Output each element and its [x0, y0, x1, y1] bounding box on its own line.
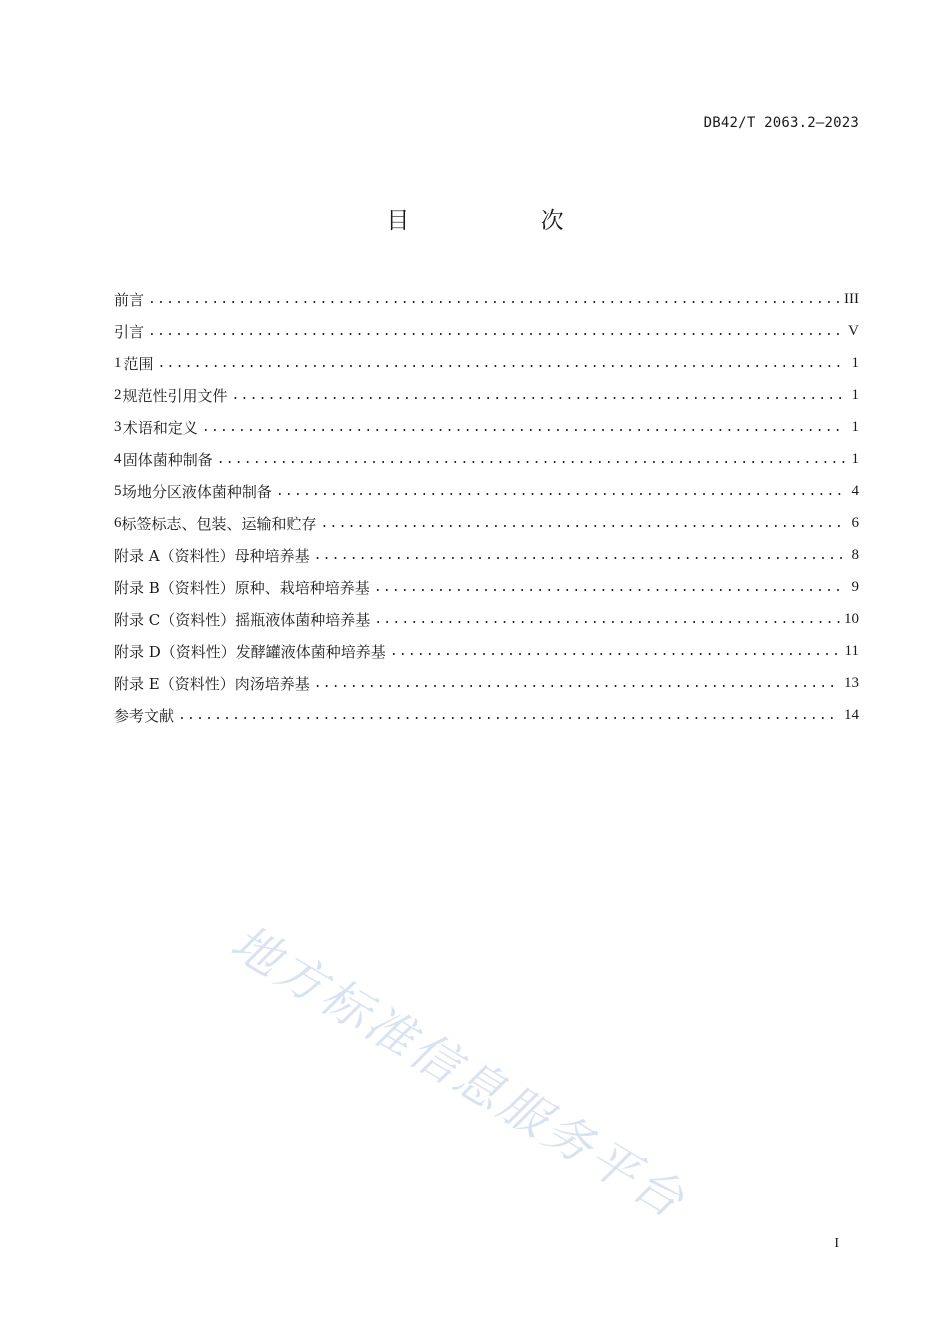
toc-entry-appendix-d[interactable]: [114, 635, 859, 667]
toc-entry-label: 前言: [114, 290, 145, 309]
toc-entry-label: 母种培养基: [234, 546, 310, 565]
toc-entry-appendix-a[interactable]: [114, 539, 859, 571]
toc-entry-page: V: [848, 322, 859, 339]
toc-entry-page: 13: [844, 674, 859, 691]
dot-leader: [217, 452, 845, 467]
toc-entry-foreword[interactable]: [114, 283, 859, 315]
toc-entry-label: 术语和定义: [122, 418, 198, 437]
toc-entry-appendix: 附录 E（资料性）: [114, 674, 235, 693]
toc-entry-page: 1: [851, 450, 859, 467]
toc-entry-solid-spawn[interactable]: [114, 443, 859, 475]
toc-entry-page: 6: [851, 514, 859, 531]
toc-entry-page: 1: [851, 386, 859, 403]
dot-leader: [321, 516, 845, 531]
dot-leader: [148, 324, 844, 339]
toc-entry-appendix: 附录 D（资料性）: [114, 642, 236, 661]
toc-entry-label: 发酵罐液体菌种培养基: [235, 642, 386, 661]
page-number: I: [834, 1236, 839, 1251]
toc-entry-number: 4: [114, 450, 122, 467]
toc-entry-scope[interactable]: [114, 347, 859, 379]
toc-entry-page: 4: [851, 482, 859, 499]
toc-entry-liquid-spawn[interactable]: [114, 475, 859, 507]
toc-entry-page: 14: [844, 706, 859, 723]
toc-entry-label: 肉汤培养基: [234, 674, 310, 693]
toc-entry-page: III: [844, 290, 859, 307]
toc-entry-introduction[interactable]: [114, 315, 859, 347]
dot-leader: [314, 676, 840, 691]
dot-leader: [276, 484, 845, 499]
toc-entry-page: 1: [851, 418, 859, 435]
toc-entry-page: 9: [851, 578, 859, 595]
toc-entry-appendix-e[interactable]: [114, 667, 859, 699]
dot-leader: [178, 708, 840, 723]
toc-entry-label: 固体菌种制备: [122, 450, 213, 469]
toc-entry-number: 5: [114, 482, 122, 499]
dot-leader: [374, 612, 840, 627]
document-code: DB42/T 2063.2—2023: [703, 115, 859, 131]
dot-leader: [374, 580, 845, 595]
toc-entry-page: 10: [844, 610, 859, 627]
dot-leader: [158, 356, 845, 371]
toc-entry-number: 3: [114, 418, 122, 435]
dot-leader: [314, 548, 845, 563]
dot-leader: [232, 388, 845, 403]
watermark: 地方标准信息服务平台: [221, 914, 696, 1231]
toc-entry-bibliography[interactable]: [114, 699, 859, 731]
toc-entry-appendix: 附录 C（资料性）: [114, 610, 236, 629]
toc-entry-label: 原种、栽培种培养基: [234, 578, 370, 597]
dot-leader: [390, 644, 841, 659]
toc-entry-label: 摇瓶液体菌种培养基: [235, 610, 371, 629]
toc-entry-page: 11: [844, 642, 859, 659]
toc-entry-appendix-c[interactable]: [114, 603, 859, 635]
toc-entry-number: 6: [114, 514, 122, 531]
dot-leader: [148, 292, 840, 307]
toc-entry-label: 场地分区液体菌种制备: [121, 482, 272, 501]
toc-entry-page: 1: [851, 354, 859, 371]
toc-entry-label: 参考文献: [114, 706, 175, 725]
toc-entry-normative-references[interactable]: [114, 379, 859, 411]
toc-entry-number: 2: [114, 386, 122, 403]
toc-entry-label: 规范性引用文件: [122, 386, 228, 405]
dot-leader: [202, 420, 845, 435]
toc-entry-number: 1: [114, 354, 122, 371]
toc-entry-labeling[interactable]: [114, 507, 859, 539]
toc-entry-label: 范围: [123, 354, 154, 373]
toc-entry-terms[interactable]: [114, 411, 859, 443]
table-of-contents: [114, 283, 859, 731]
toc-entry-page: 8: [851, 546, 859, 563]
toc-entry-appendix-b[interactable]: [114, 571, 859, 603]
toc-entry-label: 标签标志、包装、运输和贮存: [121, 514, 317, 533]
toc-entry-appendix: 附录 B（资料性）: [114, 578, 235, 597]
page-title: 目 次: [386, 208, 626, 234]
toc-entry-appendix: 附录 A（资料性）: [114, 546, 235, 565]
toc-entry-label: 引言: [114, 322, 145, 341]
